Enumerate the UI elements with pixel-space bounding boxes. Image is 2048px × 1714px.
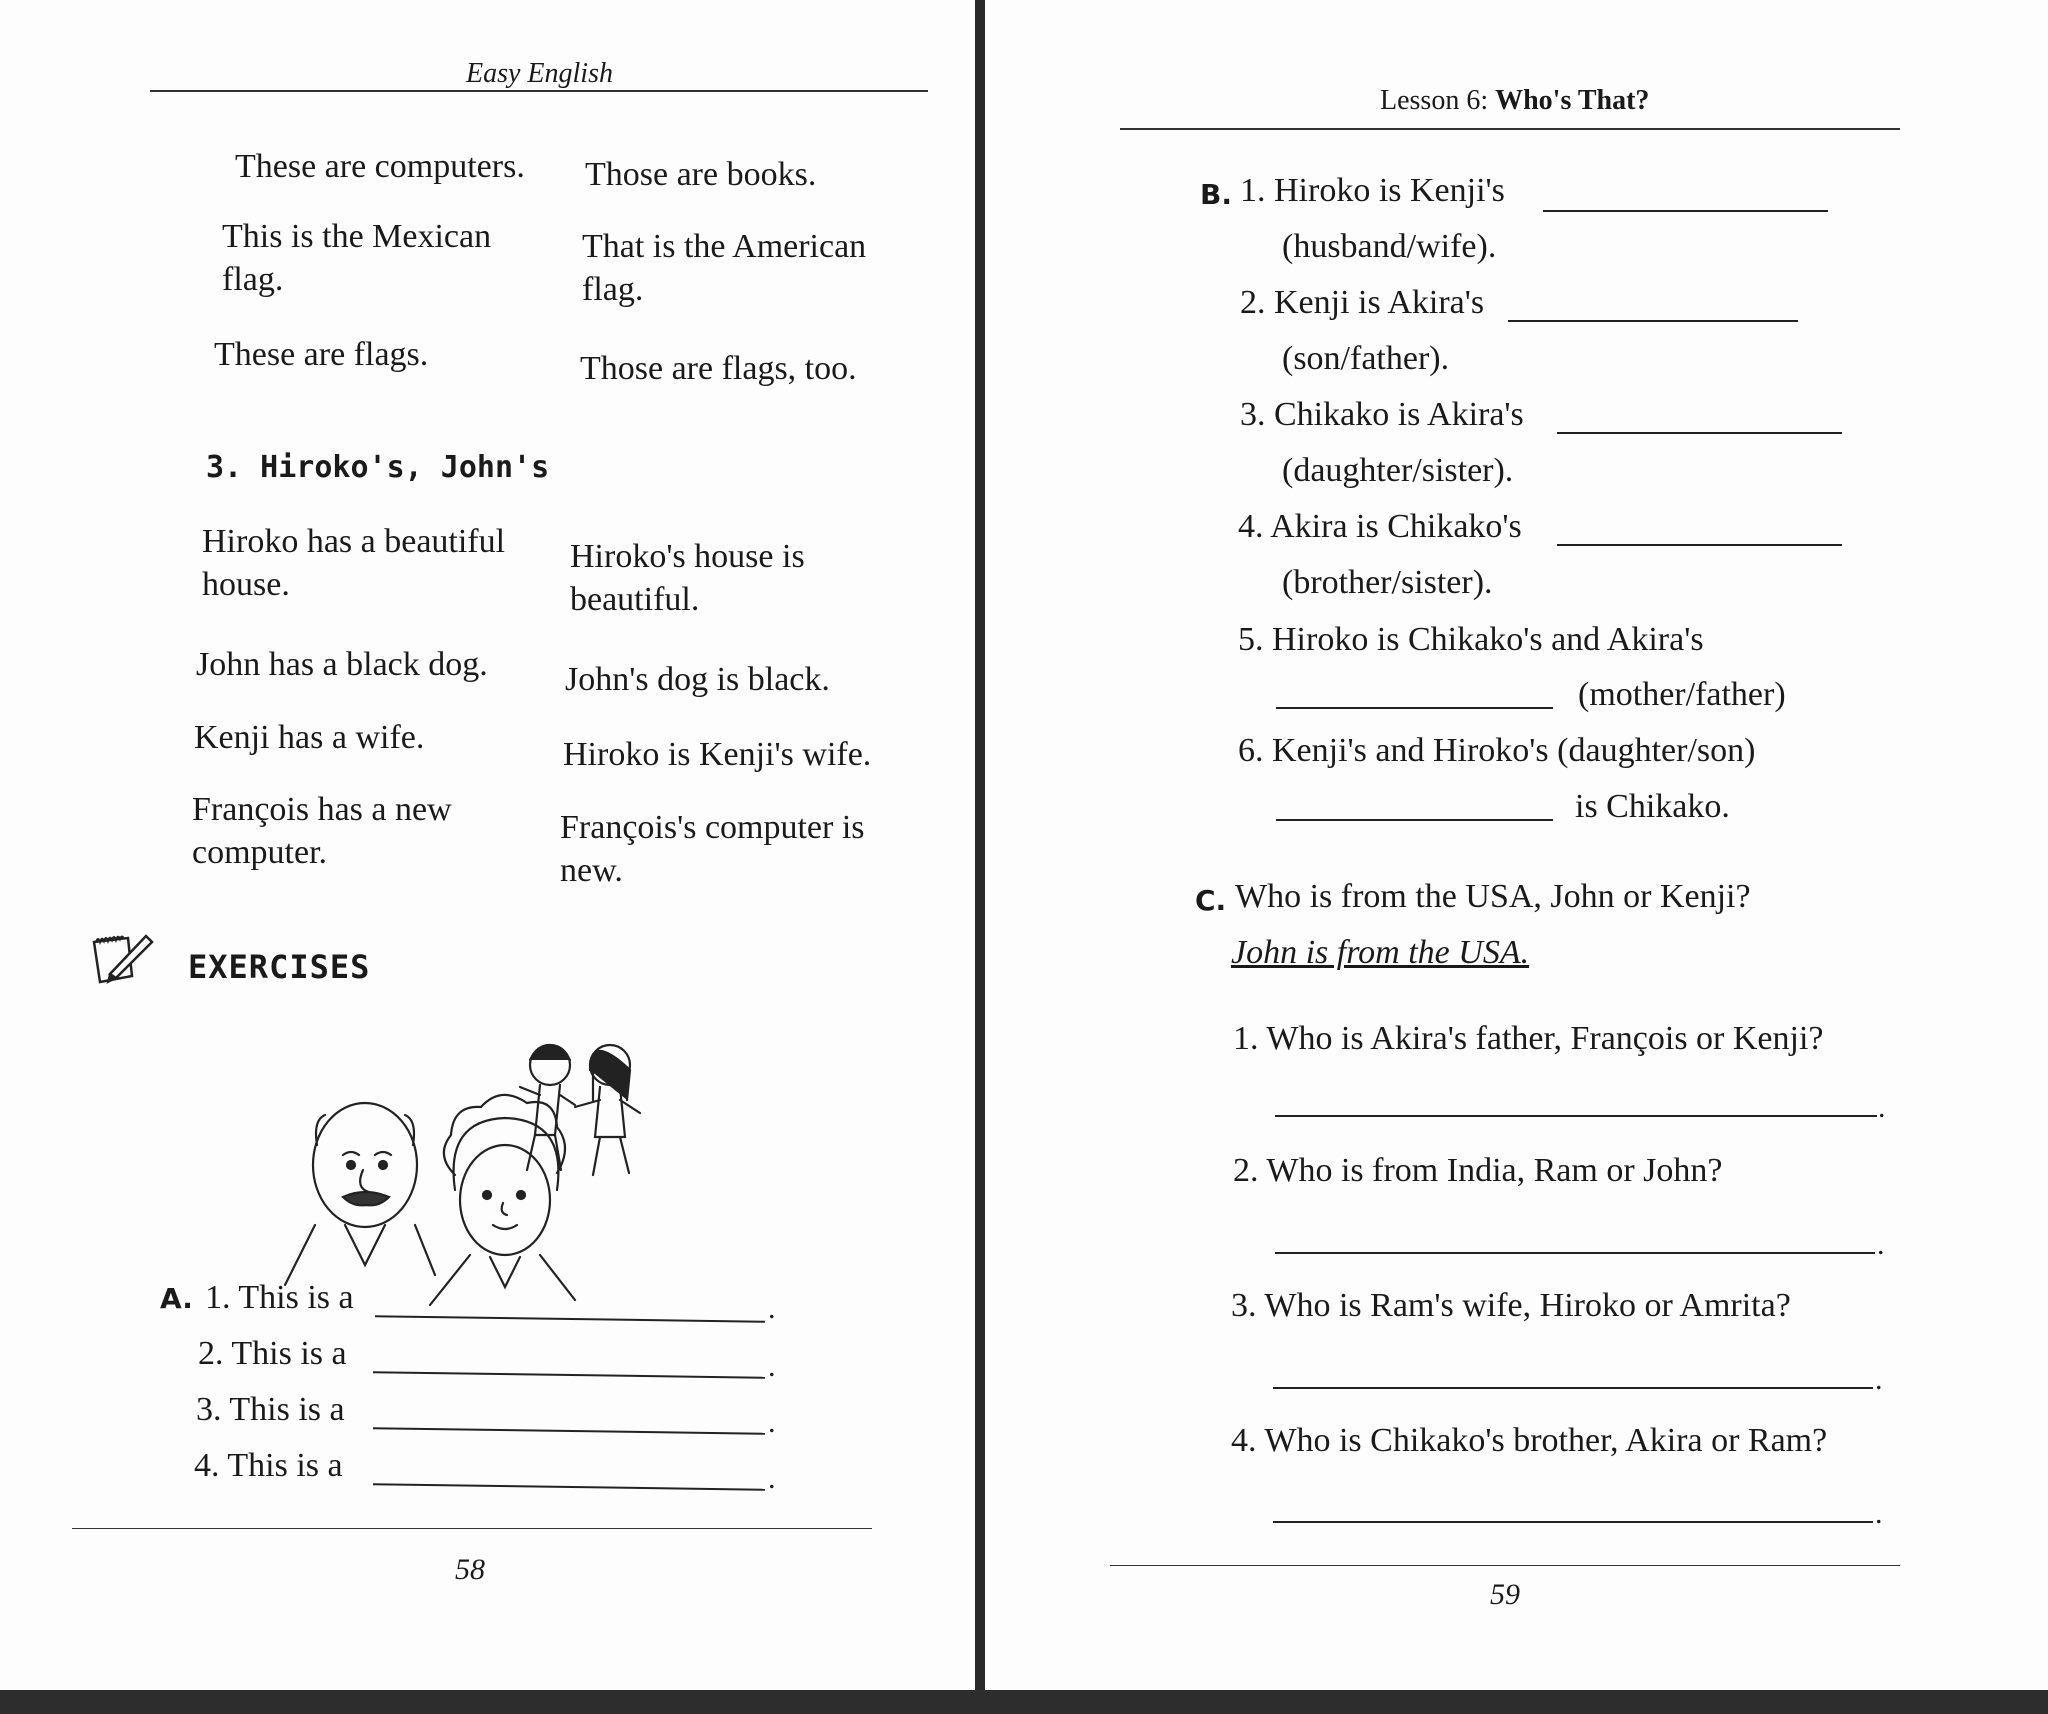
item-number: 3. (1240, 396, 1266, 433)
exercise-a-item-4 (194, 1445, 343, 1487)
period: . (1875, 1497, 1883, 1530)
exercise-b-item-6 (1238, 730, 1755, 772)
page-number: 58 (455, 1553, 485, 1586)
possessive-right-1: Hiroko's house is beautiful. (570, 538, 805, 618)
example-left-2: This is the Mexican flag. (222, 218, 492, 298)
possessive-left-4: François has a new computer. (192, 791, 452, 871)
exercise-b-label: B. (1200, 178, 1232, 211)
running-head: Easy English (466, 58, 613, 89)
exercise-a-item-3 (196, 1389, 345, 1431)
item-text: Hiroko is Chikako's and Akira's (1272, 621, 1704, 658)
exercise-b-item-2 (1240, 282, 1484, 324)
running-head (1380, 85, 1649, 117)
header-rule (150, 90, 928, 92)
item-text: Who is from India, Ram or John? (1266, 1152, 1723, 1189)
exercise-b-item-5 (1238, 619, 1704, 661)
exercise-c-item-4 (1231, 1420, 1827, 1462)
answer-blank-b5[interactable] (1276, 707, 1553, 709)
item-text: Who is Akira's father, François or Kenji? (1266, 1020, 1824, 1057)
answer-blank-c3[interactable] (1273, 1387, 1873, 1389)
answer-blank-c1[interactable] (1275, 1115, 1877, 1117)
item-number: 4. (194, 1447, 220, 1484)
item-hint: (mother/father) (1578, 676, 1786, 713)
notepad-pencil-icon (88, 930, 158, 990)
item-number: 3. (1231, 1287, 1257, 1324)
item-text: Hiroko is Kenji's (1274, 172, 1505, 209)
exercises-title: EXERCISES (188, 948, 371, 986)
exercise-c-item-1 (1233, 1018, 1824, 1060)
item-number: 2. (1240, 284, 1266, 321)
item-hint: (husband/wife). (1282, 228, 1497, 265)
possessive-left-3: Kenji has a wife. (194, 719, 425, 756)
item-text: This is a (229, 1391, 345, 1428)
example-right-3: Those are flags, too. (580, 350, 857, 387)
item-text: This is a (227, 1447, 343, 1484)
item-hint: (son/father). (1282, 340, 1450, 377)
answer-blank-a4[interactable] (373, 1483, 765, 1490)
item-hint: is Chikako. (1575, 788, 1730, 825)
page-number: 59 (1490, 1578, 1520, 1611)
item-hint: (brother/sister). (1282, 564, 1493, 601)
header-rule (1120, 128, 1900, 130)
exercise-b-item-1 (1240, 170, 1505, 212)
answer-blank-b1[interactable] (1543, 210, 1828, 212)
right-page (985, 0, 2048, 1714)
item-text: Who is Ram's wife, Hiroko or Amrita? (1264, 1287, 1791, 1324)
left-page (0, 0, 975, 1714)
period: . (768, 1350, 776, 1383)
period: . (768, 1292, 776, 1325)
exercise-a-item-1 (205, 1277, 354, 1319)
exercise-a-label: A. (160, 1282, 193, 1315)
item-number: 3. (196, 1391, 222, 1428)
item-text: Kenji's and Hiroko's (daughter/son) (1272, 732, 1756, 769)
item-text: Kenji is Akira's (1274, 284, 1485, 321)
item-number: 5. (1238, 621, 1264, 658)
exercise-c-label: C. (1195, 884, 1227, 917)
exercise-b-item-3 (1240, 394, 1524, 436)
example-right-2: That is the American flag. (582, 228, 867, 308)
footer-rule (72, 1528, 872, 1529)
possessive-left-1: Hiroko has a beautiful house. (202, 523, 506, 603)
example-right-1: Those are books. (585, 156, 817, 193)
possessive-right-4: François's computer is new. (560, 809, 865, 889)
family-illustration (255, 1025, 675, 1315)
answer-blank-c2[interactable] (1275, 1252, 1875, 1254)
running-head-title: Who's That? (1495, 85, 1650, 116)
answer-blank-b6[interactable] (1276, 819, 1553, 821)
period: . (768, 1462, 776, 1495)
exercise-b-item-4 (1238, 506, 1522, 548)
scan-bottom-edge (0, 1690, 2048, 1714)
item-number: 1. (1240, 172, 1266, 209)
period: . (1875, 1363, 1883, 1396)
possessive-right-2: John's dog is black. (565, 661, 830, 698)
item-text: This is a (231, 1335, 347, 1372)
period: . (768, 1406, 776, 1439)
period: . (1878, 1091, 1886, 1124)
item-text: Chikako is Akira's (1274, 396, 1524, 433)
answer-blank-b4[interactable] (1557, 544, 1842, 546)
item-text: This is a (238, 1279, 354, 1316)
item-number: 1. (205, 1279, 231, 1316)
exercise-a-item-2 (198, 1333, 347, 1375)
answer-blank-b3[interactable] (1557, 432, 1842, 434)
footer-rule (1110, 1565, 1900, 1566)
possessive-left-2: John has a black dog. (196, 646, 488, 683)
example-left-3: These are flags. (214, 336, 429, 373)
item-text: Who is Chikako's brother, Akira or Ram? (1264, 1422, 1828, 1459)
period: . (1877, 1228, 1885, 1261)
item-number: 2. (1233, 1152, 1259, 1189)
item-number: 1. (1233, 1020, 1259, 1057)
exercise-c-prompt: Who is from the USA, John or Kenji? (1235, 878, 1751, 915)
item-hint: (daughter/sister). (1282, 452, 1514, 489)
exercise-c-item-3 (1231, 1285, 1791, 1327)
item-number: 4. (1231, 1422, 1257, 1459)
item-text: Akira is Chikako's (1270, 508, 1522, 545)
section-3-title: 3. Hiroko's, John's (206, 450, 550, 485)
item-number: 4. (1238, 508, 1264, 545)
item-number: 6. (1238, 732, 1264, 769)
answer-blank-c4[interactable] (1273, 1521, 1873, 1523)
exercise-c-item-2 (1233, 1150, 1722, 1192)
example-left-1: These are computers. (235, 148, 525, 185)
item-number: 2. (198, 1335, 224, 1372)
answer-blank-b2[interactable] (1508, 320, 1798, 322)
exercise-c-example: John is from the USA. (1231, 934, 1530, 971)
answer-blank-a1[interactable] (375, 1315, 765, 1322)
answer-blank-a2[interactable] (373, 1371, 765, 1378)
answer-blank-a3[interactable] (373, 1427, 765, 1434)
book-spine (975, 0, 985, 1714)
possessive-right-3: Hiroko is Kenji's wife. (563, 736, 872, 773)
running-head-prefix: Lesson 6: (1380, 85, 1489, 116)
